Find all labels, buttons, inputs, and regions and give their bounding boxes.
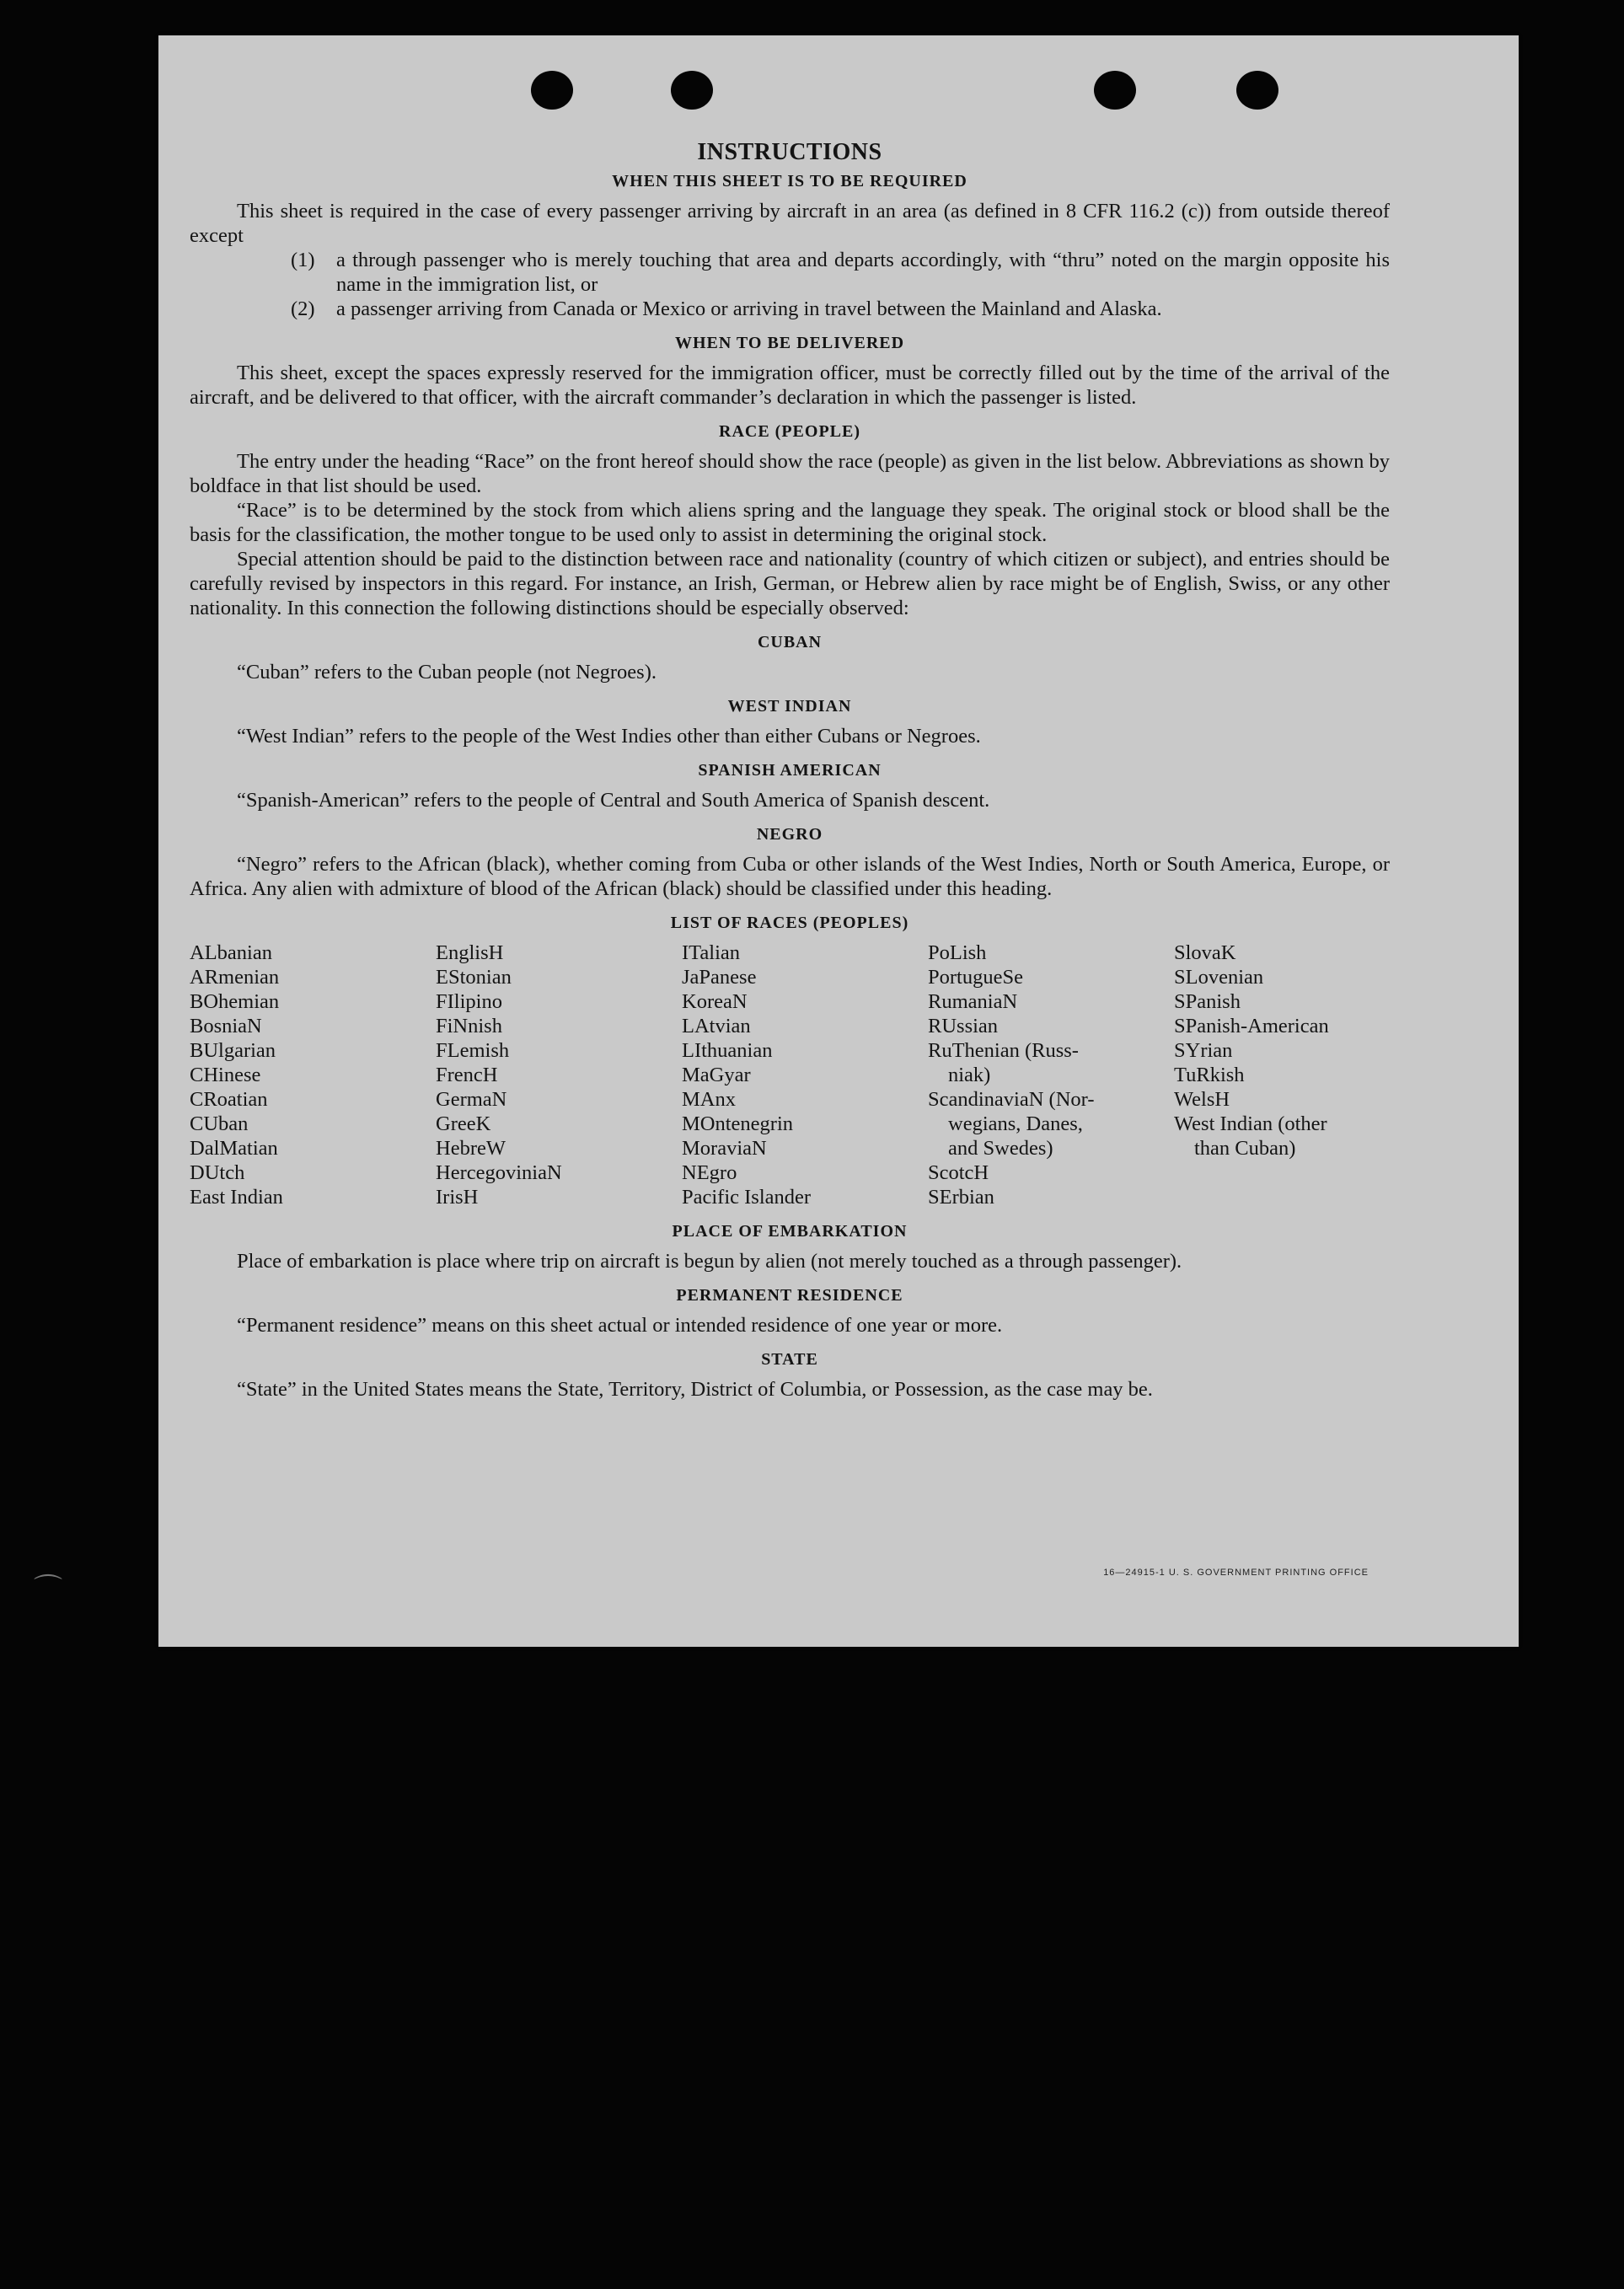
race-entry: SPanish-American [1174, 1015, 1329, 1037]
race-entry: CRoatian [190, 1088, 268, 1111]
race-entry: SlovaK [1174, 941, 1236, 964]
race-entry: GreeK [436, 1112, 491, 1135]
race-entry-continued: wegians, Danes, [948, 1112, 1083, 1135]
race-entry: DalMatian [190, 1137, 278, 1160]
race-entry: PoLish [928, 941, 987, 964]
heading-race: RACE (PEOPLE) [719, 422, 860, 441]
race-entry: ARmenian [190, 966, 280, 989]
heading-cuban: CUBAN [757, 633, 823, 651]
race-entry: HebreW [436, 1137, 506, 1160]
exception-text: a passenger arriving from Canada or Mexico or arriving in travel between the Mainland and Alaska. [336, 298, 1162, 320]
race-entry: JaPanese [682, 966, 757, 989]
race-entry: Pacific Islander [682, 1186, 812, 1209]
race-entry: BOhemian [190, 990, 280, 1013]
punch-hole [1094, 71, 1136, 110]
race-entry: RUssian [928, 1015, 999, 1037]
exception-number: (2) [291, 298, 315, 320]
instructions-content [190, 137, 1390, 1402]
race-entry: RumaniaN [928, 990, 1018, 1013]
race-entry: FIlipino [436, 990, 502, 1013]
race-entry: EnglisH [436, 941, 504, 964]
embarkation-text: Place of embarkation is place where trip on aircraft is begun by alien (not merely touched as a through passenger). [237, 1250, 1182, 1273]
race-entry: SLovenian [1174, 966, 1264, 989]
race-entry: MoraviaN [682, 1137, 767, 1160]
race-entry: KoreaN [682, 990, 748, 1013]
race-entry: TuRkish [1174, 1064, 1245, 1086]
punch-hole [671, 71, 713, 110]
spanish-american-text: “Spanish-American” refers to the people of Central and South America of Spanish descent. [237, 789, 990, 812]
race-entry: PortugueSe [928, 966, 1023, 989]
race-entry: HercegoviniaN [436, 1161, 562, 1184]
exception-text: a through passenger who is merely touching that area and departs accordingly, with “thru” noted on the margin opposite his name in the immigration list, or [336, 249, 1390, 296]
heading-negro: NEGRO [756, 825, 823, 844]
exception-item [291, 297, 1390, 321]
race-entry: ALbanian [190, 941, 272, 964]
residence-text: “Permanent residence” means on this sheet actual or intended residence of one year or more. [237, 1314, 1003, 1337]
document-sheet [158, 35, 1519, 1647]
race-entry: GermaN [436, 1088, 507, 1111]
race-entry: West Indian (other [1174, 1112, 1327, 1135]
race-entry: BUlgarian [190, 1039, 276, 1062]
race-entry: CUban [190, 1112, 249, 1135]
races-list [190, 941, 1390, 1209]
race-paragraph: The entry under the heading “Race” on the front hereof should show the race (people) as given in the list below. Abbreviations as shown by boldface in that list should be used. [190, 450, 1390, 497]
cuban-text: “Cuban” refers to the Cuban people (not Negroes). [237, 661, 657, 683]
race-entry: BosniaN [190, 1015, 262, 1037]
race-entry: CHinese [190, 1064, 261, 1086]
heading-spanish-american: SPANISH AMERICAN [698, 761, 882, 780]
race-entry: SPanish [1174, 990, 1241, 1013]
race-entry: DUtch [190, 1161, 245, 1184]
state-text: “State” in the United States means the State, Territory, District of Columbia, or Possession, as the case may be. [237, 1378, 1153, 1401]
race-entry: WelsH [1174, 1088, 1230, 1111]
race-entry: SYrian [1174, 1039, 1233, 1062]
west-indian-text: “West Indian” refers to the people of the West Indies other than either Cubans or Negroes. [237, 725, 981, 748]
heading-list-of-races: LIST OF RACES (PEOPLES) [670, 914, 909, 932]
when-delivered-text: This sheet, except the spaces expressly reserved for the immigration officer, must be correctly filled out by the time of the arrival of the aircraft, and be delivered to that officer, with the aircraft commander’s declaration in which the passenger is listed. [190, 362, 1390, 409]
race-entry-continued: niak) [948, 1064, 991, 1086]
race-entry: LAtvian [682, 1015, 751, 1037]
races-column [190, 941, 436, 1209]
race-paragraph: Special attention should be paid to the distinction between race and nationality (country of which citizen or subject), and entries should be carefully revised by inspectors in this regard. For instance, an Irish, German, or Hebrew alien by race might be of English, Swiss, or any other nationality. In this connection the following distinctions should be especially observed: [190, 548, 1390, 619]
race-paragraph: “Race” is to be determined by the stock from which aliens spring and the language they speak. The original stock or blood shall be the basis for the classification, the mother tongue to be used only to assist in determining the original stock. [190, 499, 1390, 546]
race-entry: RuThenian (Russ- [928, 1039, 1079, 1062]
races-column [436, 941, 682, 1209]
heading-west-indian: WEST INDIAN [727, 697, 852, 716]
race-entry: ScandinaviaN (Nor- [928, 1088, 1095, 1111]
race-entry: East Indian [190, 1186, 283, 1209]
races-column [928, 941, 1174, 1209]
race-entry: FLemish [436, 1039, 510, 1062]
exception-number: (1) [291, 249, 315, 271]
race-entry: MOntenegrin [682, 1112, 793, 1135]
race-entry: ScotcH [928, 1161, 989, 1184]
race-entry-continued: than Cuban) [1194, 1137, 1296, 1160]
race-entry-continued: and Swedes) [948, 1137, 1053, 1160]
race-entry: SErbian [928, 1186, 994, 1209]
races-column [1174, 941, 1390, 1209]
races-column [682, 941, 928, 1209]
race-entry: MAnx [682, 1088, 736, 1111]
race-entry: ITalian [682, 941, 741, 964]
race-entry: EStonian [436, 966, 512, 989]
stray-mark: ⌒ [34, 1574, 62, 1606]
race-entry: FiNnish [436, 1015, 502, 1037]
heading-permanent-residence: PERMANENT RESIDENCE [676, 1286, 903, 1305]
negro-text: “Negro” refers to the African (black), whether coming from Cuba or other islands of the West Indies, North or South America, Europe, or Africa. Any alien with admixture of blood of the African (black) should be classified under this heading. [190, 853, 1390, 900]
race-entry: LIthuanian [682, 1039, 773, 1062]
page-title: INSTRUCTIONS [697, 139, 882, 165]
heading-when-delivered: WHEN TO BE DELIVERED [674, 334, 905, 352]
race-entry: NEgro [682, 1161, 737, 1184]
heading-state: STATE [761, 1350, 818, 1369]
punch-hole [531, 71, 573, 110]
punch-hole [1236, 71, 1278, 110]
race-entry: MaGyar [682, 1064, 751, 1086]
heading-when-required: WHEN THIS SHEET IS TO BE REQUIRED [612, 172, 967, 190]
when-required-intro: This sheet is required in the case of every passenger arriving by aircraft in an area (as defined in 8 CFR 116.2 (c)) from outside thereof except [190, 200, 1390, 247]
race-entry: FrencH [436, 1064, 498, 1086]
race-entry: IrisH [436, 1186, 479, 1209]
exception-item [291, 248, 1390, 297]
heading-embarkation: PLACE OF EMBARKATION [672, 1222, 908, 1241]
printing-office-footer: 16—24915-1 U. S. GOVERNMENT PRINTING OFFICE [1103, 1568, 1369, 1578]
